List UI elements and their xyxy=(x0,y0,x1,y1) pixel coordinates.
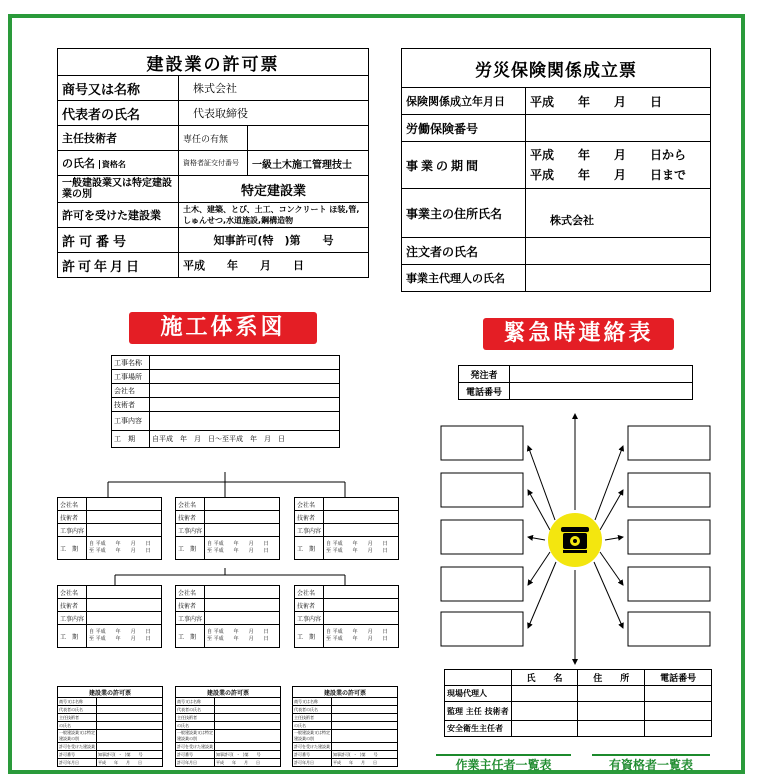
system-label: 工事場所 xyxy=(112,370,150,384)
permit-value: 代表取締役 xyxy=(179,101,369,126)
system-value: 自平成 年 月 日〜至平成 年 月 日 xyxy=(150,431,340,448)
permit-label: 代表者の氏名 xyxy=(58,101,179,126)
sub-company-table: 会社名 技術者 工事内容 工 期 自 平成 年 月 日 至 平成 年 月 日 xyxy=(175,585,280,648)
contact-box xyxy=(441,426,523,460)
system-label: 会社名 xyxy=(112,384,150,398)
labor-label: 労働保険番号 xyxy=(402,115,526,142)
contact-box xyxy=(628,567,710,601)
row-label: 安全衛生主任者 xyxy=(445,721,512,737)
permit-label: 主任技術者 xyxy=(58,126,179,151)
permit-label: 許可を受けた建設業 xyxy=(58,203,179,228)
mini-permit-table: 建設業の許可票 商号又は名称 代表者の氏名 主任技術者 の氏名 一般建設業又は特定建設業の別 許可を受けた建設業 許可番号 知事許可( - )第 号 許可年月日 平成 年 月 日 xyxy=(292,686,398,767)
permit-label: の氏名 資格名 xyxy=(58,151,179,176)
permit-label: 商号又は名称 xyxy=(58,76,179,101)
contact-box xyxy=(441,612,523,646)
mini-permit-table: 建設業の許可票 商号又は名称 代表者の氏名 主任技術者 の氏名 一般建設業又は特定建設業の別 許可を受けた建設業 許可番号 知事許可( - )第 号 許可年月日 平成 年 月 日 xyxy=(57,686,163,767)
system-label: 工事名称 xyxy=(112,356,150,370)
permit-label: 一般建設業又は特定建設業の別 xyxy=(58,176,179,203)
row-label: 現場代理人 xyxy=(445,686,512,702)
permit-value: 平成 年 月 日 xyxy=(179,253,369,278)
permit-sub: 資格者証交付番号 xyxy=(179,151,248,176)
permit-value: 土木、建築、とび、土工、コンクリート ほ装,管,しゅんせつ,水道施設,鋼構造物 xyxy=(179,203,369,228)
construction-system-title: 施工体系図 xyxy=(129,312,317,344)
labor-label: 保険関係成立年月日 xyxy=(402,88,526,115)
orderer-label: 発注者 xyxy=(459,366,510,383)
phone-label: 電話番号 xyxy=(459,383,510,400)
contact-box xyxy=(628,426,710,460)
permit-value: 知事許可(特 )第 号 xyxy=(179,228,369,253)
permit-sub: 専任の有無 xyxy=(179,126,248,151)
permit-label: 許可番号 xyxy=(58,228,179,253)
contact-box xyxy=(441,520,523,554)
sub-company-table: 会社名 技術者 工事内容 工 期 自 平成 年 月 日 至 平成 年 月 日 xyxy=(57,585,162,648)
contact-box xyxy=(628,520,710,554)
system-label: 技術者 xyxy=(112,398,150,412)
system-label: 工事内容 xyxy=(112,412,150,431)
labor-label: 注文者の氏名 xyxy=(402,238,526,265)
header-address: 住 所 xyxy=(578,670,645,686)
labor-value: 平成 年 月 日から 平成 年 月 日まで xyxy=(526,142,711,189)
permit-value: 一級土木施工管理技士 xyxy=(248,151,369,176)
labor-label: 事業の期間 xyxy=(402,142,526,189)
labor-label: 事業主代理人の氏名 xyxy=(402,265,526,292)
sub-company-table: 会社名 技術者 工事内容 工 期 自 平成 年 月 日 至 平成 年 月 日 xyxy=(57,497,162,560)
header-phone: 電話番号 xyxy=(645,670,712,686)
permit-value: 株式会社 xyxy=(179,76,369,101)
contact-box xyxy=(628,473,710,507)
labor-value: 株式会社 xyxy=(526,189,711,238)
permit-label: 許可年月日 xyxy=(58,253,179,278)
sub-company-table: 会社名 技術者 工事内容 工 期 自 平成 年 月 日 至 平成 年 月 日 xyxy=(294,585,399,648)
system-label: 工 期 xyxy=(112,431,150,448)
contact-box xyxy=(441,473,523,507)
mini-permit-table: 建設業の許可票 商号又は名称 代表者の氏名 主任技術者 の氏名 一般建設業又は特定建設業の別 許可を受けた建設業 許可番号 知事許可( - )第 号 許可年月日 平成 年 月 日 xyxy=(175,686,281,767)
emergency-contact-table xyxy=(444,669,712,737)
contact-box xyxy=(441,567,523,601)
sub-company-table: 会社名 技術者 工事内容 工 期 自 平成 年 月 日 至 平成 年 月 日 xyxy=(175,497,280,560)
row-label: 監理 主任 技術者 xyxy=(445,702,512,721)
labor-label: 事業主の住所氏名 xyxy=(402,189,526,238)
header-name: 氏 名 xyxy=(511,670,578,686)
labor-title: 労災保険関係成立票 xyxy=(402,49,711,88)
emergency-title: 緊急時連絡表 xyxy=(483,318,674,350)
qualified-list-title: 有資格者一覧表 xyxy=(592,754,710,773)
sub-company-table: 会社名 技術者 工事内容 工 期 自 平成 年 月 日 至 平成 年 月 日 xyxy=(294,497,399,560)
work-chief-list-title: 作業主任者一覧表 xyxy=(436,754,571,773)
permit-title: 建設業の許可票 xyxy=(58,49,369,76)
header-blank xyxy=(445,670,512,686)
contact-box xyxy=(628,612,710,646)
labor-value: 平成 年 月 日 xyxy=(526,88,711,115)
permit-value: 特定建設業 xyxy=(179,176,369,203)
